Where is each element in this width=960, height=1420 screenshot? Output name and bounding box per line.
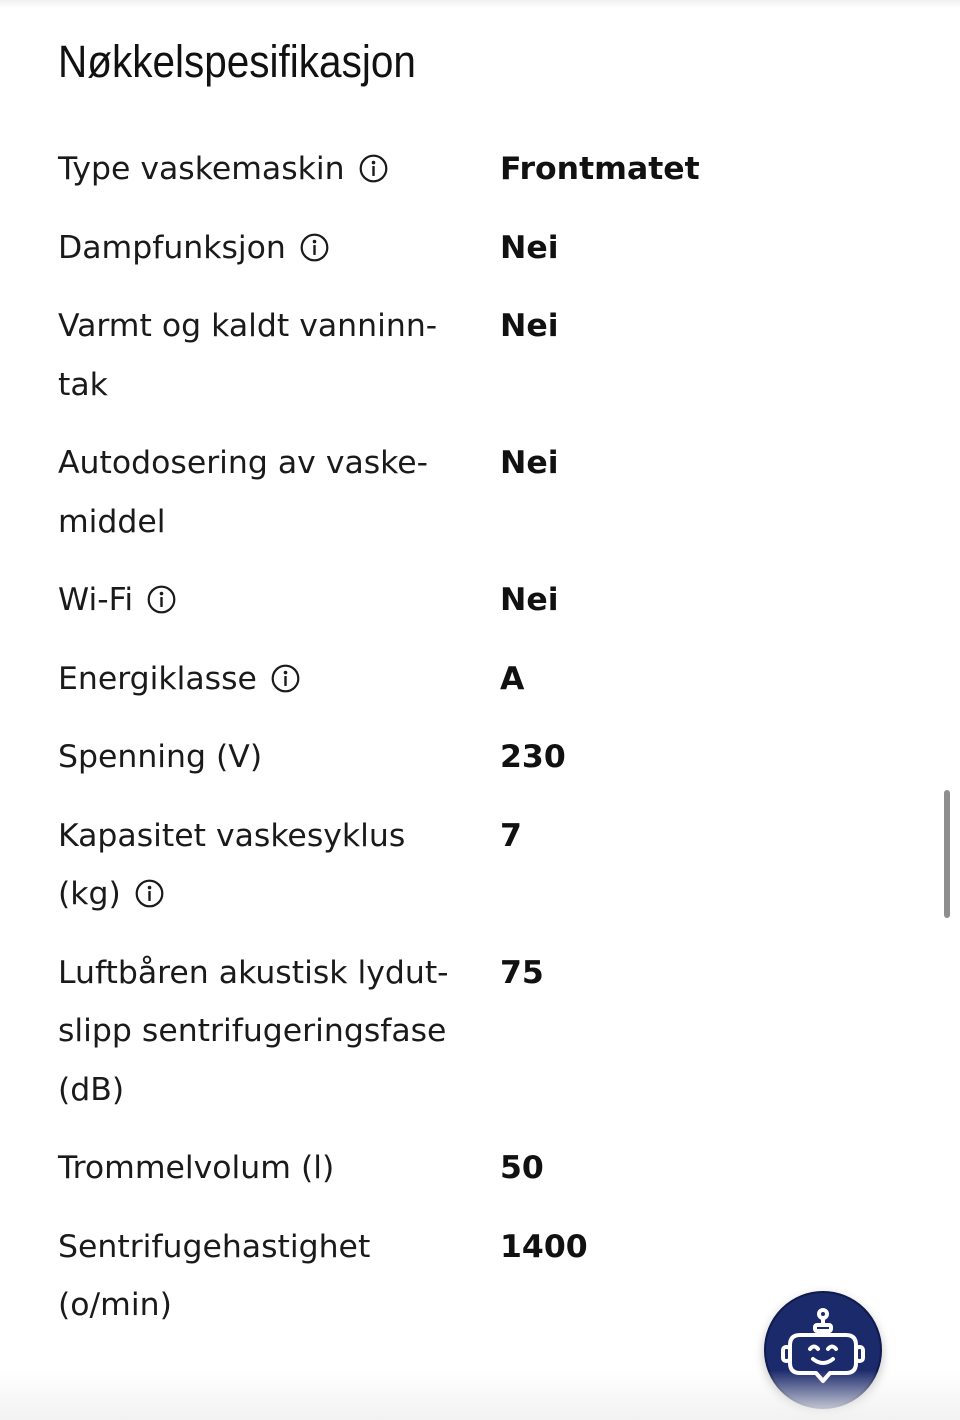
page-title: Nøkkelspesifikasjon (58, 36, 416, 87)
spec-label-line: Dampfunksjon (58, 229, 286, 266)
spec-label-line: Autodosering av vaske- (58, 445, 429, 481)
spec-label (58, 728, 500, 787)
top-edge (0, 0, 960, 8)
spec-label (58, 1218, 500, 1335)
spec-value: 1400 (500, 1228, 588, 1265)
spec-value: 75 (500, 954, 544, 991)
spec-value: Frontmatet (500, 151, 700, 187)
spec-row (58, 650, 888, 709)
bottom-fade (0, 1370, 960, 1420)
spec-label-line: tak (58, 366, 108, 403)
spec-value: 50 (500, 1150, 544, 1186)
spec-value: Nei (500, 445, 559, 481)
info-icon[interactable] (147, 585, 176, 614)
spec-label-line: Type vaskemaskin (58, 151, 345, 187)
spec-row (58, 944, 888, 1120)
spec-row (58, 434, 888, 551)
spec-label (58, 807, 500, 924)
info-icon[interactable] (300, 233, 329, 262)
info-icon[interactable] (271, 664, 300, 693)
spec-row (58, 219, 888, 278)
spec-label (58, 219, 500, 278)
spec-label-line: Sentrifugehastighet (58, 1228, 371, 1265)
spec-label-line: Kapasitet vaskesyklus (58, 817, 406, 854)
spec-label-line: Luftbåren akustisk lydut- (58, 954, 449, 991)
spec-row (58, 1139, 888, 1198)
spec-label (58, 1139, 500, 1198)
spec-row (58, 1218, 888, 1335)
spec-label-line: Wi-Fi (58, 582, 134, 618)
spec-label (58, 571, 500, 630)
spec-label-line: (o/min) (58, 1287, 172, 1323)
spec-value: 7 (500, 817, 522, 854)
spec-label-line: Energiklasse (58, 660, 257, 697)
spec-row (58, 140, 888, 199)
spec-row (58, 571, 888, 630)
spec-value: Nei (500, 229, 559, 266)
spec-label-line: (dB) (58, 1071, 125, 1108)
spec-label-line: Trommelvolum (l) (58, 1150, 335, 1186)
spec-list (58, 140, 888, 1355)
spec-row (58, 728, 888, 787)
spec-value: Nei (500, 582, 559, 618)
spec-value: A (500, 660, 525, 697)
scrollbar-thumb[interactable] (944, 790, 950, 918)
info-icon[interactable] (359, 154, 388, 183)
spec-label (58, 944, 500, 1120)
spec-row (58, 297, 888, 414)
spec-label (58, 650, 500, 709)
spec-label-line: Spenning (V) (58, 739, 263, 775)
spec-value: 230 (500, 739, 566, 775)
spec-label (58, 297, 500, 414)
spec-label-line: slipp sentrifugeringsfase (58, 1013, 447, 1049)
spec-label-line: Varmt og kaldt vanninn- (58, 308, 438, 344)
spec-label (58, 434, 500, 551)
info-icon[interactable] (135, 879, 164, 908)
spec-label-line: (kg) (58, 876, 121, 912)
spec-row (58, 807, 888, 924)
spec-label-line: middel (58, 503, 166, 540)
spec-label (58, 140, 500, 199)
spec-value: Nei (500, 308, 559, 344)
